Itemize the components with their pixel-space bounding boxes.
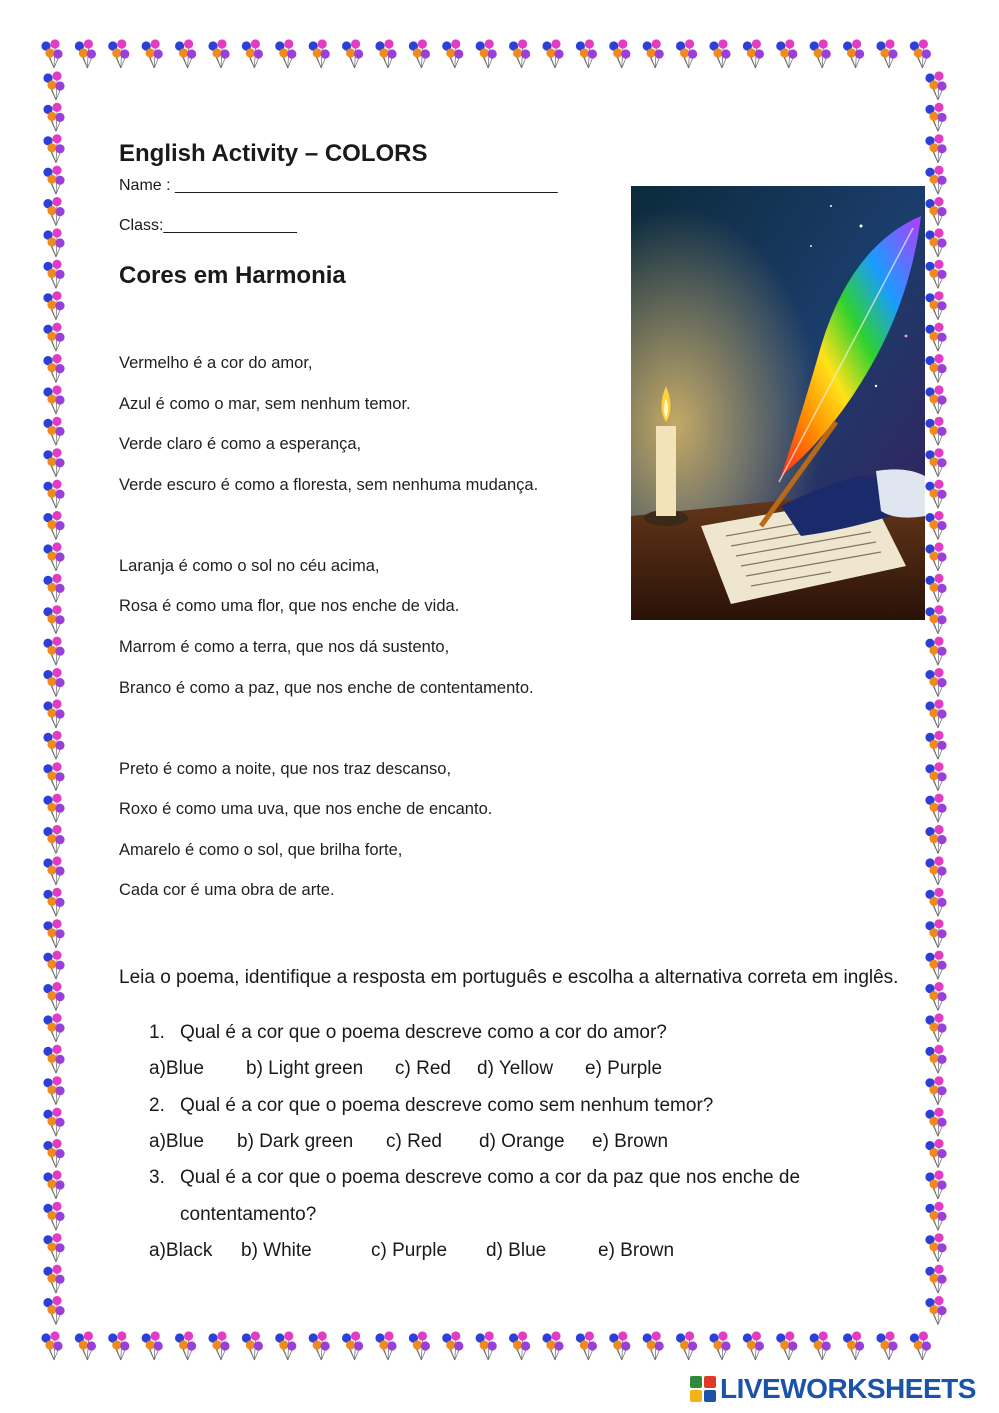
- balloon-icon: [309, 39, 330, 68]
- balloon-icon: [810, 39, 831, 68]
- answer-option[interactable]: d) Yellow: [477, 1058, 554, 1079]
- balloon-icon: [925, 888, 946, 917]
- balloon-icon: [43, 417, 64, 446]
- balloon-icon: [925, 417, 946, 446]
- balloon-icon: [643, 1331, 664, 1360]
- answer-option[interactable]: e) Brown: [598, 1240, 675, 1261]
- balloon-icon: [275, 39, 296, 68]
- balloon-icon: [43, 1139, 64, 1168]
- balloon-icon: [43, 699, 64, 728]
- answer-option[interactable]: b) Light green: [246, 1058, 364, 1079]
- balloon-icon: [43, 825, 64, 854]
- balloon-icon: [743, 1331, 764, 1360]
- balloon-icon: [810, 1331, 831, 1360]
- balloon-border-bottom: [40, 1330, 960, 1372]
- balloon-border-top: [40, 38, 960, 80]
- poem-line: Azul é como o mar, sem nenhum temor.: [119, 395, 411, 413]
- balloon-icon: [175, 1331, 196, 1360]
- balloon-icon: [43, 228, 64, 257]
- balloon-icon: [925, 1170, 946, 1199]
- balloon-icon: [142, 39, 163, 68]
- liveworksheets-logo-icon: [690, 1376, 716, 1402]
- poem-line: Laranja é como o sol no céu acima,: [119, 557, 380, 575]
- answer-option[interactable]: b) White: [241, 1240, 312, 1261]
- balloon-icon: [43, 511, 64, 540]
- question-text-continued: contentamento?: [180, 1204, 317, 1225]
- balloon-icon: [43, 637, 64, 666]
- question-text: Qual é a cor que o poema descreve como sem nenhum temor?: [180, 1095, 714, 1116]
- balloon-icon: [43, 1296, 64, 1325]
- balloon-icon: [509, 1331, 530, 1360]
- balloon-border-right: [922, 38, 962, 1372]
- balloon-icon: [576, 1331, 597, 1360]
- balloon-icon: [925, 134, 946, 163]
- balloon-icon: [925, 103, 946, 132]
- balloon-icon: [925, 228, 946, 257]
- balloon-icon: [925, 794, 946, 823]
- balloon-icon: [43, 71, 64, 100]
- balloon-icon: [925, 762, 946, 791]
- balloon-icon: [925, 1265, 946, 1294]
- balloon-icon: [925, 1202, 946, 1231]
- balloon-icon: [43, 605, 64, 634]
- balloon-icon: [208, 39, 229, 68]
- balloon-icon: [43, 354, 64, 383]
- balloon-icon: [876, 1331, 897, 1360]
- balloon-icon: [542, 1331, 563, 1360]
- balloon-icon: [242, 1331, 263, 1360]
- balloon-icon: [925, 1233, 946, 1262]
- poem-line: Branco é como a paz, que nos enche de contentamento.: [119, 679, 534, 697]
- balloon-icon: [43, 542, 64, 571]
- balloon-icon: [925, 1296, 946, 1325]
- balloon-icon: [743, 39, 764, 68]
- quill-illustration: [631, 186, 925, 620]
- balloon-icon: [43, 448, 64, 477]
- balloon-icon: [925, 856, 946, 885]
- balloon-icon: [409, 1331, 430, 1360]
- balloon-icon: [43, 385, 64, 414]
- balloon-icon: [609, 1331, 630, 1360]
- balloon-icon: [542, 39, 563, 68]
- balloon-icon: [43, 197, 64, 226]
- balloon-icon: [242, 39, 263, 68]
- balloon-icon: [776, 39, 797, 68]
- balloon-icon: [43, 668, 64, 697]
- balloon-icon: [43, 1202, 64, 1231]
- balloon-icon: [925, 291, 946, 320]
- balloon-icon: [43, 888, 64, 917]
- class-field[interactable]: Class:_______________: [119, 217, 297, 234]
- balloon-icon: [925, 354, 946, 383]
- balloon-icon: [175, 39, 196, 68]
- balloon-icon: [43, 1076, 64, 1105]
- answer-option[interactable]: c) Purple: [371, 1240, 448, 1261]
- poem-line: Preto é como a noite, que nos traz descanso,: [119, 760, 452, 778]
- balloon-icon: [925, 574, 946, 603]
- balloon-icon: [925, 511, 946, 540]
- balloon-icon: [925, 1045, 946, 1074]
- balloon-icon: [43, 103, 64, 132]
- balloon-icon: [925, 166, 946, 195]
- balloon-icon: [776, 1331, 797, 1360]
- balloon-icon: [925, 637, 946, 666]
- balloon-icon: [375, 1331, 396, 1360]
- balloon-icon: [43, 480, 64, 509]
- answer-option[interactable]: a)Blue: [149, 1058, 204, 1079]
- balloon-icon: [925, 668, 946, 697]
- balloon-icon: [43, 323, 64, 352]
- balloon-icon: [709, 39, 730, 68]
- balloon-icon: [43, 1265, 64, 1294]
- balloon-icon: [925, 542, 946, 571]
- balloon-icon: [309, 1331, 330, 1360]
- balloon-icon: [43, 1013, 64, 1042]
- answer-option[interactable]: e) Brown: [592, 1131, 669, 1152]
- question-number: 3.: [149, 1167, 165, 1188]
- poem-line: Cada cor é uma obra de arte.: [119, 881, 335, 899]
- balloon-icon: [925, 605, 946, 634]
- balloon-icon: [43, 260, 64, 289]
- balloon-icon: [925, 1139, 946, 1168]
- balloon-icon: [476, 1331, 497, 1360]
- balloon-icon: [925, 480, 946, 509]
- balloon-icon: [375, 39, 396, 68]
- balloon-icon: [925, 385, 946, 414]
- balloon-icon: [142, 1331, 163, 1360]
- balloon-icon: [43, 762, 64, 791]
- poem-line: Amarelo é como o sol, que brilha forte,: [119, 841, 403, 859]
- balloon-icon: [643, 39, 664, 68]
- balloon-icon: [43, 1045, 64, 1074]
- balloon-icon: [925, 197, 946, 226]
- question-number: 1.: [149, 1022, 165, 1043]
- brand-logo[interactable]: [690, 1374, 976, 1404]
- balloon-icon: [925, 448, 946, 477]
- balloon-icon: [275, 1331, 296, 1360]
- question-text: Qual é a cor que o poema descreve como a cor da paz que nos enche de: [180, 1167, 801, 1188]
- poem-line: Vermelho é a cor do amor,: [119, 354, 313, 372]
- answer-option[interactable]: c) Red: [386, 1131, 442, 1152]
- balloon-icon: [925, 260, 946, 289]
- balloon-icon: [925, 1108, 946, 1137]
- balloon-border-left: [40, 38, 80, 1372]
- poem-line: Marrom é como a terra, que nos dá sustento,: [119, 638, 450, 656]
- balloon-icon: [925, 699, 946, 728]
- balloon-icon: [876, 39, 897, 68]
- balloon-icon: [342, 39, 363, 68]
- balloon-icon: [43, 731, 64, 760]
- answer-option[interactable]: e) Purple: [585, 1058, 663, 1079]
- balloon-icon: [43, 1108, 64, 1137]
- question-text: Qual é a cor que o poema descreve como a cor do amor?: [180, 1022, 667, 1043]
- balloon-icon: [43, 134, 64, 163]
- answer-option[interactable]: d) Orange: [479, 1131, 565, 1152]
- balloon-icon: [43, 291, 64, 320]
- balloon-icon: [676, 39, 697, 68]
- balloon-icon: [576, 39, 597, 68]
- balloon-icon: [43, 794, 64, 823]
- balloon-icon: [43, 166, 64, 195]
- balloon-icon: [342, 1331, 363, 1360]
- balloon-icon: [509, 39, 530, 68]
- answer-option[interactable]: c) Red: [395, 1058, 451, 1079]
- balloon-icon: [43, 1233, 64, 1262]
- question-number: 2.: [149, 1095, 165, 1116]
- balloon-icon: [925, 1076, 946, 1105]
- balloon-icon: [925, 323, 946, 352]
- poem-line: Verde claro é como a esperança,: [119, 435, 362, 453]
- poem-line: Rosa é como uma flor, que nos enche de vida.: [119, 597, 460, 615]
- balloon-icon: [925, 731, 946, 760]
- balloon-icon: [108, 1331, 129, 1360]
- answer-option[interactable]: a)Blue: [149, 1131, 204, 1152]
- balloon-icon: [476, 39, 497, 68]
- balloon-icon: [43, 919, 64, 948]
- balloon-icon: [43, 1170, 64, 1199]
- balloon-icon: [442, 1331, 463, 1360]
- balloon-icon: [676, 1331, 697, 1360]
- balloon-icon: [925, 825, 946, 854]
- answer-option[interactable]: a)Black: [149, 1240, 213, 1261]
- exercise-instructions: Leia o poema, identifique a resposta em português e escolha a alternativa correta em inglês.: [119, 967, 899, 988]
- balloon-icon: [925, 919, 946, 948]
- balloon-icon: [43, 856, 64, 885]
- balloon-icon: [409, 39, 430, 68]
- balloon-icon: [925, 982, 946, 1011]
- balloon-icon: [43, 574, 64, 603]
- worksheet-title: English Activity – COLORS: [119, 140, 428, 167]
- answer-option[interactable]: d) Blue: [486, 1240, 547, 1261]
- balloon-icon: [43, 951, 64, 980]
- poem-line: Verde escuro é como a floresta, sem nenhuma mudança.: [119, 476, 539, 494]
- balloon-icon: [108, 39, 129, 68]
- name-field[interactable]: Name : ___________________________________________: [119, 177, 558, 194]
- balloon-icon: [208, 1331, 229, 1360]
- balloon-icon: [925, 951, 946, 980]
- answer-option[interactable]: b) Dark green: [237, 1131, 354, 1152]
- brand-name: LIVEWORKSHEETS: [720, 1373, 976, 1404]
- poem-title: Cores em Harmonia: [119, 262, 346, 289]
- balloon-icon: [843, 39, 864, 68]
- balloon-icon: [925, 71, 946, 100]
- balloon-icon: [609, 39, 630, 68]
- balloon-icon: [843, 1331, 864, 1360]
- balloon-icon: [925, 1013, 946, 1042]
- balloon-icon: [442, 39, 463, 68]
- balloon-icon: [43, 982, 64, 1011]
- poem-line: Roxo é como uma uva, que nos enche de encanto.: [119, 800, 493, 818]
- balloon-icon: [709, 1331, 730, 1360]
